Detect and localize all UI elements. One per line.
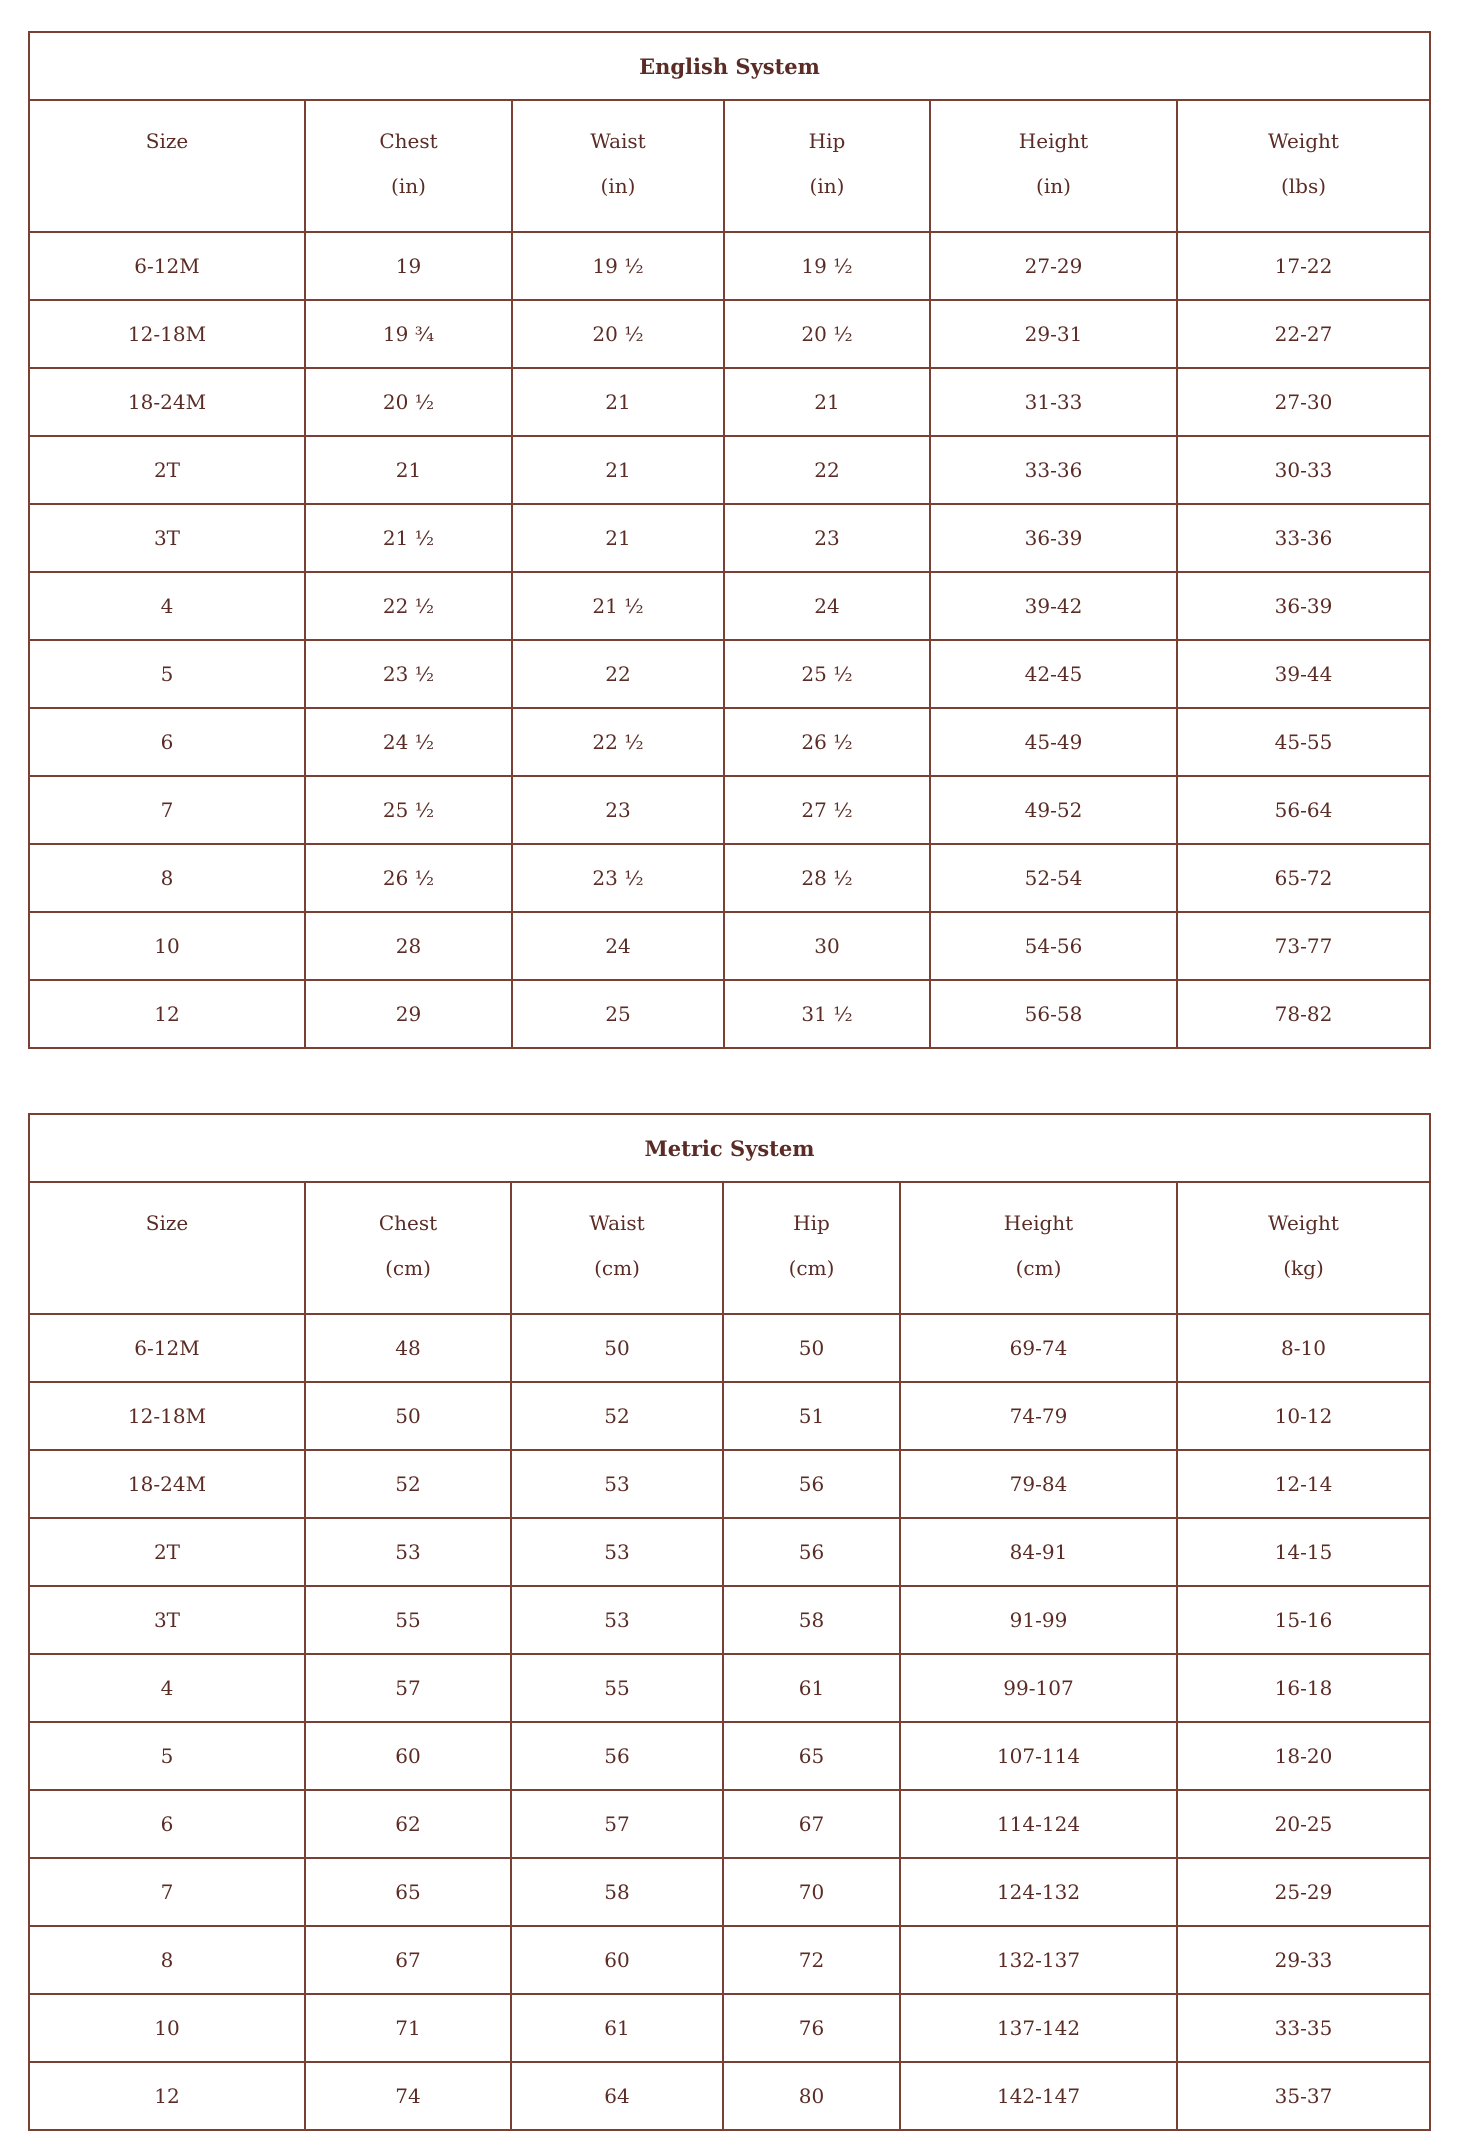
column-header [1177, 1182, 1430, 1314]
table-row [29, 1790, 1430, 1858]
size-cell: 10 [29, 912, 305, 980]
table-row [29, 1994, 1430, 2062]
value-cell: 72 [723, 1926, 900, 1994]
value-cell: 30 [724, 912, 930, 980]
value-cell: 51 [723, 1382, 900, 1450]
value-cell: 31 ½ [724, 980, 930, 1048]
size-cell: 8 [29, 844, 305, 912]
value-cell: 42-45 [930, 640, 1177, 708]
value-cell: 21 [724, 368, 930, 436]
size-cell: 6 [29, 1790, 305, 1858]
column-header [29, 1182, 305, 1314]
column-label: Weight [1268, 1211, 1339, 1235]
value-cell: 10-12 [1177, 1382, 1430, 1450]
column-unit: (kg) [1283, 1256, 1324, 1280]
value-cell: 21 [512, 436, 724, 504]
column-label: Hip [808, 129, 846, 153]
value-cell: 22 [512, 640, 724, 708]
english-size-table [28, 31, 1431, 1049]
value-cell: 48 [305, 1314, 511, 1382]
table-row [29, 232, 1430, 300]
value-cell: 33-35 [1177, 1994, 1430, 2062]
column-label: Chest [379, 129, 438, 153]
column-header [511, 1182, 723, 1314]
column-unit: (lbs) [1280, 174, 1327, 198]
value-cell: 16-18 [1177, 1654, 1430, 1722]
value-cell: 70 [723, 1858, 900, 1926]
size-cell: 6-12M [29, 1314, 305, 1382]
value-cell: 29-31 [930, 300, 1177, 368]
size-cell: 6 [29, 708, 305, 776]
column-header [305, 100, 512, 232]
value-cell: 39-42 [930, 572, 1177, 640]
value-cell: 28 ½ [724, 844, 930, 912]
value-cell: 23 ½ [305, 640, 512, 708]
value-cell: 23 [724, 504, 930, 572]
value-cell: 12-14 [1177, 1450, 1430, 1518]
value-cell: 21 [305, 436, 512, 504]
size-cell: 8 [29, 1926, 305, 1994]
value-cell: 49-52 [930, 776, 1177, 844]
column-label: Weight [1268, 129, 1339, 153]
value-cell: 35-37 [1177, 2062, 1430, 2130]
size-cell: 12 [29, 2062, 305, 2130]
table-row [29, 844, 1430, 912]
value-cell: 24 ½ [305, 708, 512, 776]
value-cell: 25 [512, 980, 724, 1048]
table-row [29, 776, 1430, 844]
value-cell: 65 [723, 1722, 900, 1790]
value-cell: 33-36 [1177, 504, 1430, 572]
value-cell: 14-15 [1177, 1518, 1430, 1586]
value-cell: 114-124 [900, 1790, 1177, 1858]
value-cell: 53 [511, 1450, 723, 1518]
value-cell: 56-58 [930, 980, 1177, 1048]
table-row [29, 1382, 1430, 1450]
size-cell: 18-24M [29, 1450, 305, 1518]
table-row [29, 1586, 1430, 1654]
column-unit: (in) [809, 174, 845, 198]
value-cell: 21 [512, 368, 724, 436]
column-header [29, 100, 305, 232]
value-cell: 24 [512, 912, 724, 980]
size-cell: 7 [29, 776, 305, 844]
size-cell: 5 [29, 640, 305, 708]
header-row [29, 100, 1430, 232]
table-row [29, 980, 1430, 1048]
value-cell: 99-107 [900, 1654, 1177, 1722]
value-cell: 29 [305, 980, 512, 1048]
value-cell: 29-33 [1177, 1926, 1430, 1994]
value-cell: 61 [723, 1654, 900, 1722]
value-cell: 67 [723, 1790, 900, 1858]
table-row [29, 640, 1430, 708]
table-row [29, 1654, 1430, 1722]
value-cell: 27 ½ [724, 776, 930, 844]
value-cell: 19 [305, 232, 512, 300]
value-cell: 15-16 [1177, 1586, 1430, 1654]
table-row [29, 708, 1430, 776]
column-label: Size [145, 129, 189, 153]
column-unit: (cm) [788, 1256, 835, 1280]
table-row [29, 1858, 1430, 1926]
value-cell: 65 [305, 1858, 511, 1926]
value-cell: 25 ½ [305, 776, 512, 844]
value-cell: 20-25 [1177, 1790, 1430, 1858]
table-row [29, 912, 1430, 980]
table-row [29, 368, 1430, 436]
value-cell: 52 [511, 1382, 723, 1450]
value-cell: 21 ½ [305, 504, 512, 572]
header-row [29, 1182, 1430, 1314]
size-cell: 2T [29, 436, 305, 504]
value-cell: 28 [305, 912, 512, 980]
value-cell: 124-132 [900, 1858, 1177, 1926]
value-cell: 71 [305, 1994, 511, 2062]
value-cell: 56-64 [1177, 776, 1430, 844]
column-header [1177, 100, 1430, 232]
value-cell: 53 [511, 1586, 723, 1654]
column-label: Hip [793, 1211, 830, 1235]
value-cell: 24 [724, 572, 930, 640]
value-cell: 20 ½ [512, 300, 724, 368]
column-unit: (cm) [594, 1256, 640, 1280]
value-cell: 78-82 [1177, 980, 1430, 1048]
value-cell: 54-56 [930, 912, 1177, 980]
value-cell: 56 [723, 1518, 900, 1586]
table-row [29, 1926, 1430, 1994]
value-cell: 79-84 [900, 1450, 1177, 1518]
value-cell: 33-36 [930, 436, 1177, 504]
column-header [930, 100, 1177, 232]
table-title: Metric System [29, 1114, 1430, 1182]
value-cell: 21 [512, 504, 724, 572]
value-cell: 30-33 [1177, 436, 1430, 504]
value-cell: 36-39 [930, 504, 1177, 572]
value-cell: 56 [511, 1722, 723, 1790]
value-cell: 27-30 [1177, 368, 1430, 436]
value-cell: 142-147 [900, 2062, 1177, 2130]
value-cell: 18-20 [1177, 1722, 1430, 1790]
value-cell: 39-44 [1177, 640, 1430, 708]
value-cell: 84-91 [900, 1518, 1177, 1586]
table-row [29, 300, 1430, 368]
column-label: Waist [590, 129, 646, 153]
value-cell: 23 ½ [512, 844, 724, 912]
value-cell: 60 [511, 1926, 723, 1994]
column-header [900, 1182, 1177, 1314]
value-cell: 137-142 [900, 1994, 1177, 2062]
size-cell: 12-18M [29, 300, 305, 368]
size-cell: 4 [29, 572, 305, 640]
size-cell: 2T [29, 1518, 305, 1586]
value-cell: 45-49 [930, 708, 1177, 776]
column-unit: (cm) [385, 1256, 431, 1280]
table-row [29, 1450, 1430, 1518]
value-cell: 132-137 [900, 1926, 1177, 1994]
value-cell: 64 [511, 2062, 723, 2130]
size-cell: 18-24M [29, 368, 305, 436]
metric-size-table [28, 1113, 1431, 2131]
column-header [724, 100, 930, 232]
value-cell: 26 ½ [305, 844, 512, 912]
value-cell: 19 ¾ [305, 300, 512, 368]
value-cell: 76 [723, 1994, 900, 2062]
value-cell: 58 [511, 1858, 723, 1926]
value-cell: 22 ½ [512, 708, 724, 776]
column-unit: (in) [391, 174, 426, 198]
size-cell: 12 [29, 980, 305, 1048]
size-cell: 6-12M [29, 232, 305, 300]
value-cell: 26 ½ [724, 708, 930, 776]
table-row [29, 1314, 1430, 1382]
value-cell: 25 ½ [724, 640, 930, 708]
value-cell: 45-55 [1177, 708, 1430, 776]
value-cell: 91-99 [900, 1586, 1177, 1654]
value-cell: 65-72 [1177, 844, 1430, 912]
column-label: Height [1003, 1211, 1074, 1235]
value-cell: 107-114 [900, 1722, 1177, 1790]
size-cell: 10 [29, 1994, 305, 2062]
column-header [305, 1182, 511, 1314]
value-cell: 55 [511, 1654, 723, 1722]
size-cell: 3T [29, 504, 305, 572]
table-row [29, 2062, 1430, 2130]
value-cell: 22 ½ [305, 572, 512, 640]
value-cell: 62 [305, 1790, 511, 1858]
value-cell: 19 ½ [724, 232, 930, 300]
value-cell: 21 ½ [512, 572, 724, 640]
column-label: Waist [589, 1211, 645, 1235]
size-cell: 3T [29, 1586, 305, 1654]
value-cell: 56 [723, 1450, 900, 1518]
value-cell: 31-33 [930, 368, 1177, 436]
value-cell: 61 [511, 1994, 723, 2062]
value-cell: 55 [305, 1586, 511, 1654]
value-cell: 69-74 [900, 1314, 1177, 1382]
value-cell: 57 [511, 1790, 723, 1858]
size-cell: 7 [29, 1858, 305, 1926]
column-label: Height [1018, 129, 1089, 153]
value-cell: 58 [723, 1586, 900, 1654]
column-unit: (in) [1036, 174, 1071, 198]
value-cell: 50 [723, 1314, 900, 1382]
column-unit: (cm) [1015, 1256, 1062, 1280]
value-cell: 53 [305, 1518, 511, 1586]
value-cell: 36-39 [1177, 572, 1430, 640]
value-cell: 74 [305, 2062, 511, 2130]
table-row [29, 504, 1430, 572]
value-cell: 22 [724, 436, 930, 504]
value-cell: 52-54 [930, 844, 1177, 912]
value-cell: 52 [305, 1450, 511, 1518]
value-cell: 50 [511, 1314, 723, 1382]
value-cell: 25-29 [1177, 1858, 1430, 1926]
value-cell: 8-10 [1177, 1314, 1430, 1382]
size-cell: 12-18M [29, 1382, 305, 1450]
value-cell: 74-79 [900, 1382, 1177, 1450]
table-row [29, 1518, 1430, 1586]
value-cell: 27-29 [930, 232, 1177, 300]
value-cell: 53 [511, 1518, 723, 1586]
size-cell: 5 [29, 1722, 305, 1790]
column-unit: (in) [600, 174, 636, 198]
value-cell: 19 ½ [512, 232, 724, 300]
column-label: Size [145, 1211, 189, 1235]
value-cell: 20 ½ [724, 300, 930, 368]
value-cell: 23 [512, 776, 724, 844]
value-cell: 73-77 [1177, 912, 1430, 980]
value-cell: 67 [305, 1926, 511, 1994]
value-cell: 17-22 [1177, 232, 1430, 300]
value-cell: 22-27 [1177, 300, 1430, 368]
value-cell: 57 [305, 1654, 511, 1722]
column-header [512, 100, 724, 232]
table-row [29, 436, 1430, 504]
value-cell: 50 [305, 1382, 511, 1450]
size-cell: 4 [29, 1654, 305, 1722]
table-row [29, 572, 1430, 640]
table-title: English System [29, 32, 1430, 100]
value-cell: 60 [305, 1722, 511, 1790]
column-label: Chest [378, 1211, 438, 1235]
column-header [723, 1182, 900, 1314]
value-cell: 80 [723, 2062, 900, 2130]
value-cell: 20 ½ [305, 368, 512, 436]
table-row [29, 1722, 1430, 1790]
